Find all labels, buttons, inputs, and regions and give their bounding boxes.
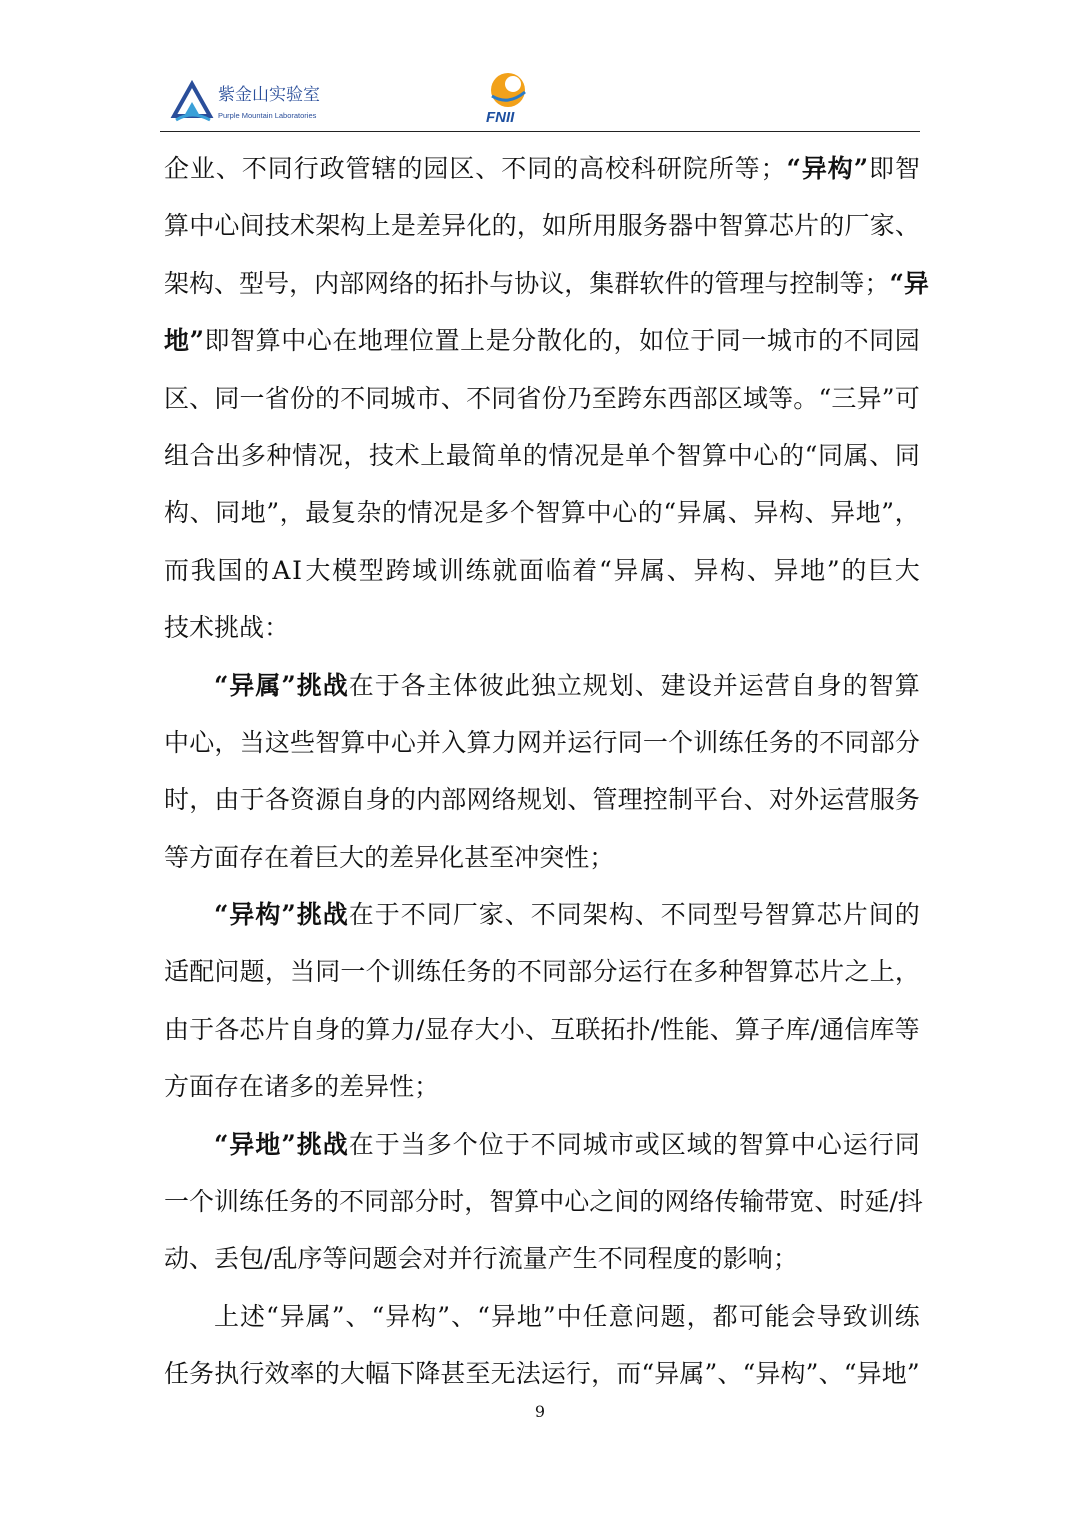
text-line: 上 述 “ 异 属 ” 、 “ 异 构 ” 、 “ 异 地 ” 中 任 意 问 题 ， 都 可 能 会 导 致 训 练 [214,1301,920,1331]
header-rule [160,131,920,132]
text-line: 算 中 心 间 技 术 架 构 上 是 差 异 化 的 ， 如 所 用 服 务 器 中 智 算 芯 片 的 厂 家 、 [164,211,920,241]
paragraph [164,1288,920,1403]
text-line: 架 构 、 型 号 ， 内 部 网 络 的 拓 扑 与 协 议 ， 集 群 软 件 的 管 理 与 控 制 等 ； “ 异 [164,268,929,298]
text-line: 等 方 面 存 在 着 巨 大 的 差 异 化 甚 至 冲 突 性 ； [164,842,615,872]
logo-english-name: Purple Mountain Laboratories [218,111,317,120]
text-line: 企 业 、 不 同 行 政 管 辖 的 园 区 、 不 同 的 高 校 科 研 院 所 等 ； “ 异 构 ” 即 智 [164,154,920,183]
text-line: “ 异 地 ” 挑 战 在 于 当 多 个 位 于 不 同 城 市 或 区 域 的 智 算 中 心 运 行 同 [214,1129,920,1159]
text-line: 方 面 存 在 诸 多 的 差 异 性 ； [164,1072,440,1102]
text-line: 组 合 出 多 种 情 况 ， 技 术 上 最 简 单 的 情 况 是 单 个 智 算 中 心 的 “ 同 属 、 同 [164,440,920,470]
text-line: 任 务 执 行 效 率 的 大 幅 下 降 甚 至 无 法 运 行 ， 而 “ 异 属 ” 、 “ 异 构 ” 、 “ 异 地 ” [164,1359,920,1389]
text-line: “ 异 属 ” 挑 战 在 于 各 主 体 彼 此 独 立 规 划 、 建 设 并 运 营 自 身 的 智 算 [214,670,920,700]
paragraph [164,657,920,887]
text-line: 动 、 丢 包 / 乱 序 等 问 题 会 对 并 行 流 量 产 生 不 同 程 度 的 影 响 ； [164,1244,798,1274]
page-header [160,70,920,130]
body-text [164,140,929,1403]
text-line: 适 配 问 题 ， 当 同 一 个 训 练 任 务 的 不 同 部 分 运 行 在 多 种 智 算 芯 片 之 上 ， [164,957,920,987]
text-line: 区 、 同 一 省 份 的 不 同 城 市 、 不 同 省 份 乃 至 跨 东 西 部 区 域 等 。 “ 三 异 ” 可 [164,383,920,413]
text-line: 构 、 同 地 ” ， 最 复 杂 的 情 况 是 多 个 智 算 中 心 的 “ 异 属 、 异 构 、 异 地 ” ， [164,498,920,528]
text-line: 技 术 挑 战 ： [164,613,290,643]
paragraph [164,1116,923,1288]
text-line: 由 于 各 芯 片 自 身 的 算 力 / 显 存 大 小 、 互 联 拓 扑 / 性 能 、 算 子 库 / 通 信 库 等 [164,1014,920,1044]
text-line: 地 ” 即 智 算 中 心 在 地 理 位 置 上 是 分 散 化 的 ， 如 位 于 同 一 城 市 的 不 同 园 [164,326,920,356]
text-line: 而 我 国 的 A I 大 模 型 跨 域 训 练 就 面 临 着 “ 异 属 、 异 构 、 异 地 ” 的 巨 大 [164,555,920,585]
paragraph [164,886,920,1116]
paragraph [164,140,929,657]
text-line: 中 心 ， 当 这 些 智 算 中 心 并 入 算 力 网 并 运 行 同 一 个 训 练 任 务 的 不 同 部 分 [164,727,920,757]
logo-chinese-name: 紫金山实验室 [218,85,320,105]
page-number: 9 [534,1402,546,1421]
text-line: “ 异 构 ” 挑 战 在 于 不 同 厂 家 、 不 同 架 构 、 不 同 型 号 智 算 芯 片 间 的 [214,900,920,930]
fnii-logo [480,70,540,128]
fnii-logo-text: FNII [486,109,515,126]
text-line: 时 ， 由 于 各 资 源 自 身 的 内 部 网 络 规 划 、 管 理 控 制 平 台 、 对 外 运 营 服 务 [164,785,920,815]
purple-mountain-laboratories-logo [170,76,360,126]
text-line: 一 个 训 练 任 务 的 不 同 部 分 时 ， 智 算 中 心 之 间 的 网 络 传 输 带 宽 、 时 延 / 抖 [164,1187,923,1217]
